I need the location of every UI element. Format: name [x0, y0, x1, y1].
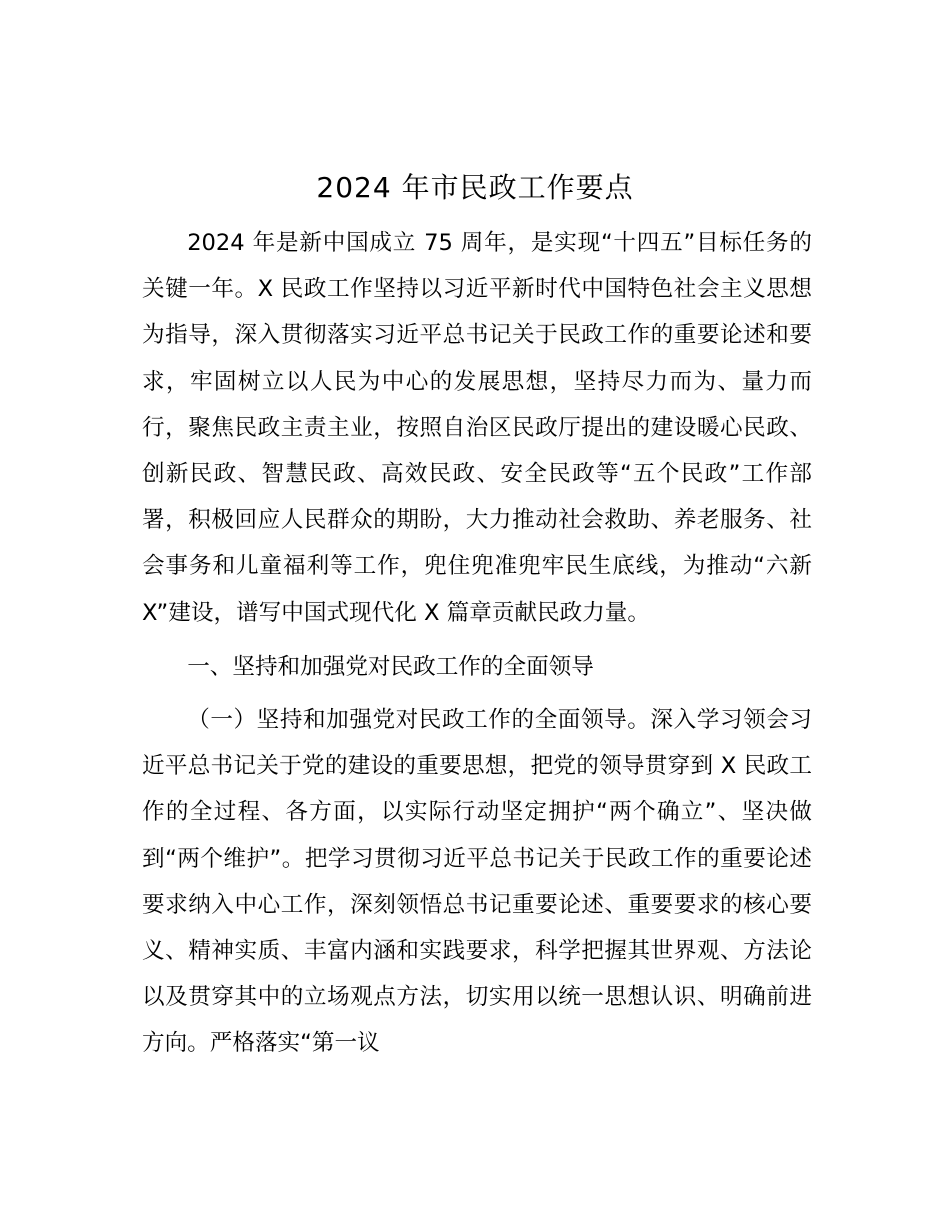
document-body: [142, 220, 812, 1067]
document-title: 2024 年市民政工作要点: [316, 171, 634, 204]
section-1-paragraph-1: （一）坚持和加强党对民政工作的全面领导。深入学习领会习近平总书记关于党的建设的重要思想，把党的领导贯穿到 X 民政工作的全过程、各方面，以实际行动坚定拥护“两个确立”、坚决做到“两个维护”。把学习贯彻习近平总书记关于民政工作的重要论述要求纳入中心工作，深刻领悟总书记重要论述、重要要求的核心要义、精神实质、丰富内涵和实践要求，科学把握其世界观、方法论以及贯穿其中的立场观点方法，切实用以统一思想认识、明确前进方向。严格落实“第一议: [142, 707, 812, 1057]
intro-paragraph: 2024 年是新中国成立 75 周年，是实现“十四五”目标任务的关键一年。X 民政工作坚持以习近平新时代中国特色社会主义思想为指导，深入贯彻落实习近平总书记关于民政工作的重要论述和要求，牢固树立以人民为中心的发展思想，坚持尽力而为、量力而行，聚焦民政主责主业，按照自治区民政厅提出的建设暖心民政、创新民政、智慧民政、高效民政、安全民政等“五个民政”工作部署，积极回应人民群众的期盼，大力推动社会救助、养老服务、社会事务和儿童福利等工作，兜住兜准兜牢民生底线，为推动“六新 X”建设，谱写中国式现代化 X 篇章贡献民政力量。: [142, 230, 812, 626]
section-heading-1: 一、坚持和加强党对民政工作的全面领导: [187, 653, 594, 680]
